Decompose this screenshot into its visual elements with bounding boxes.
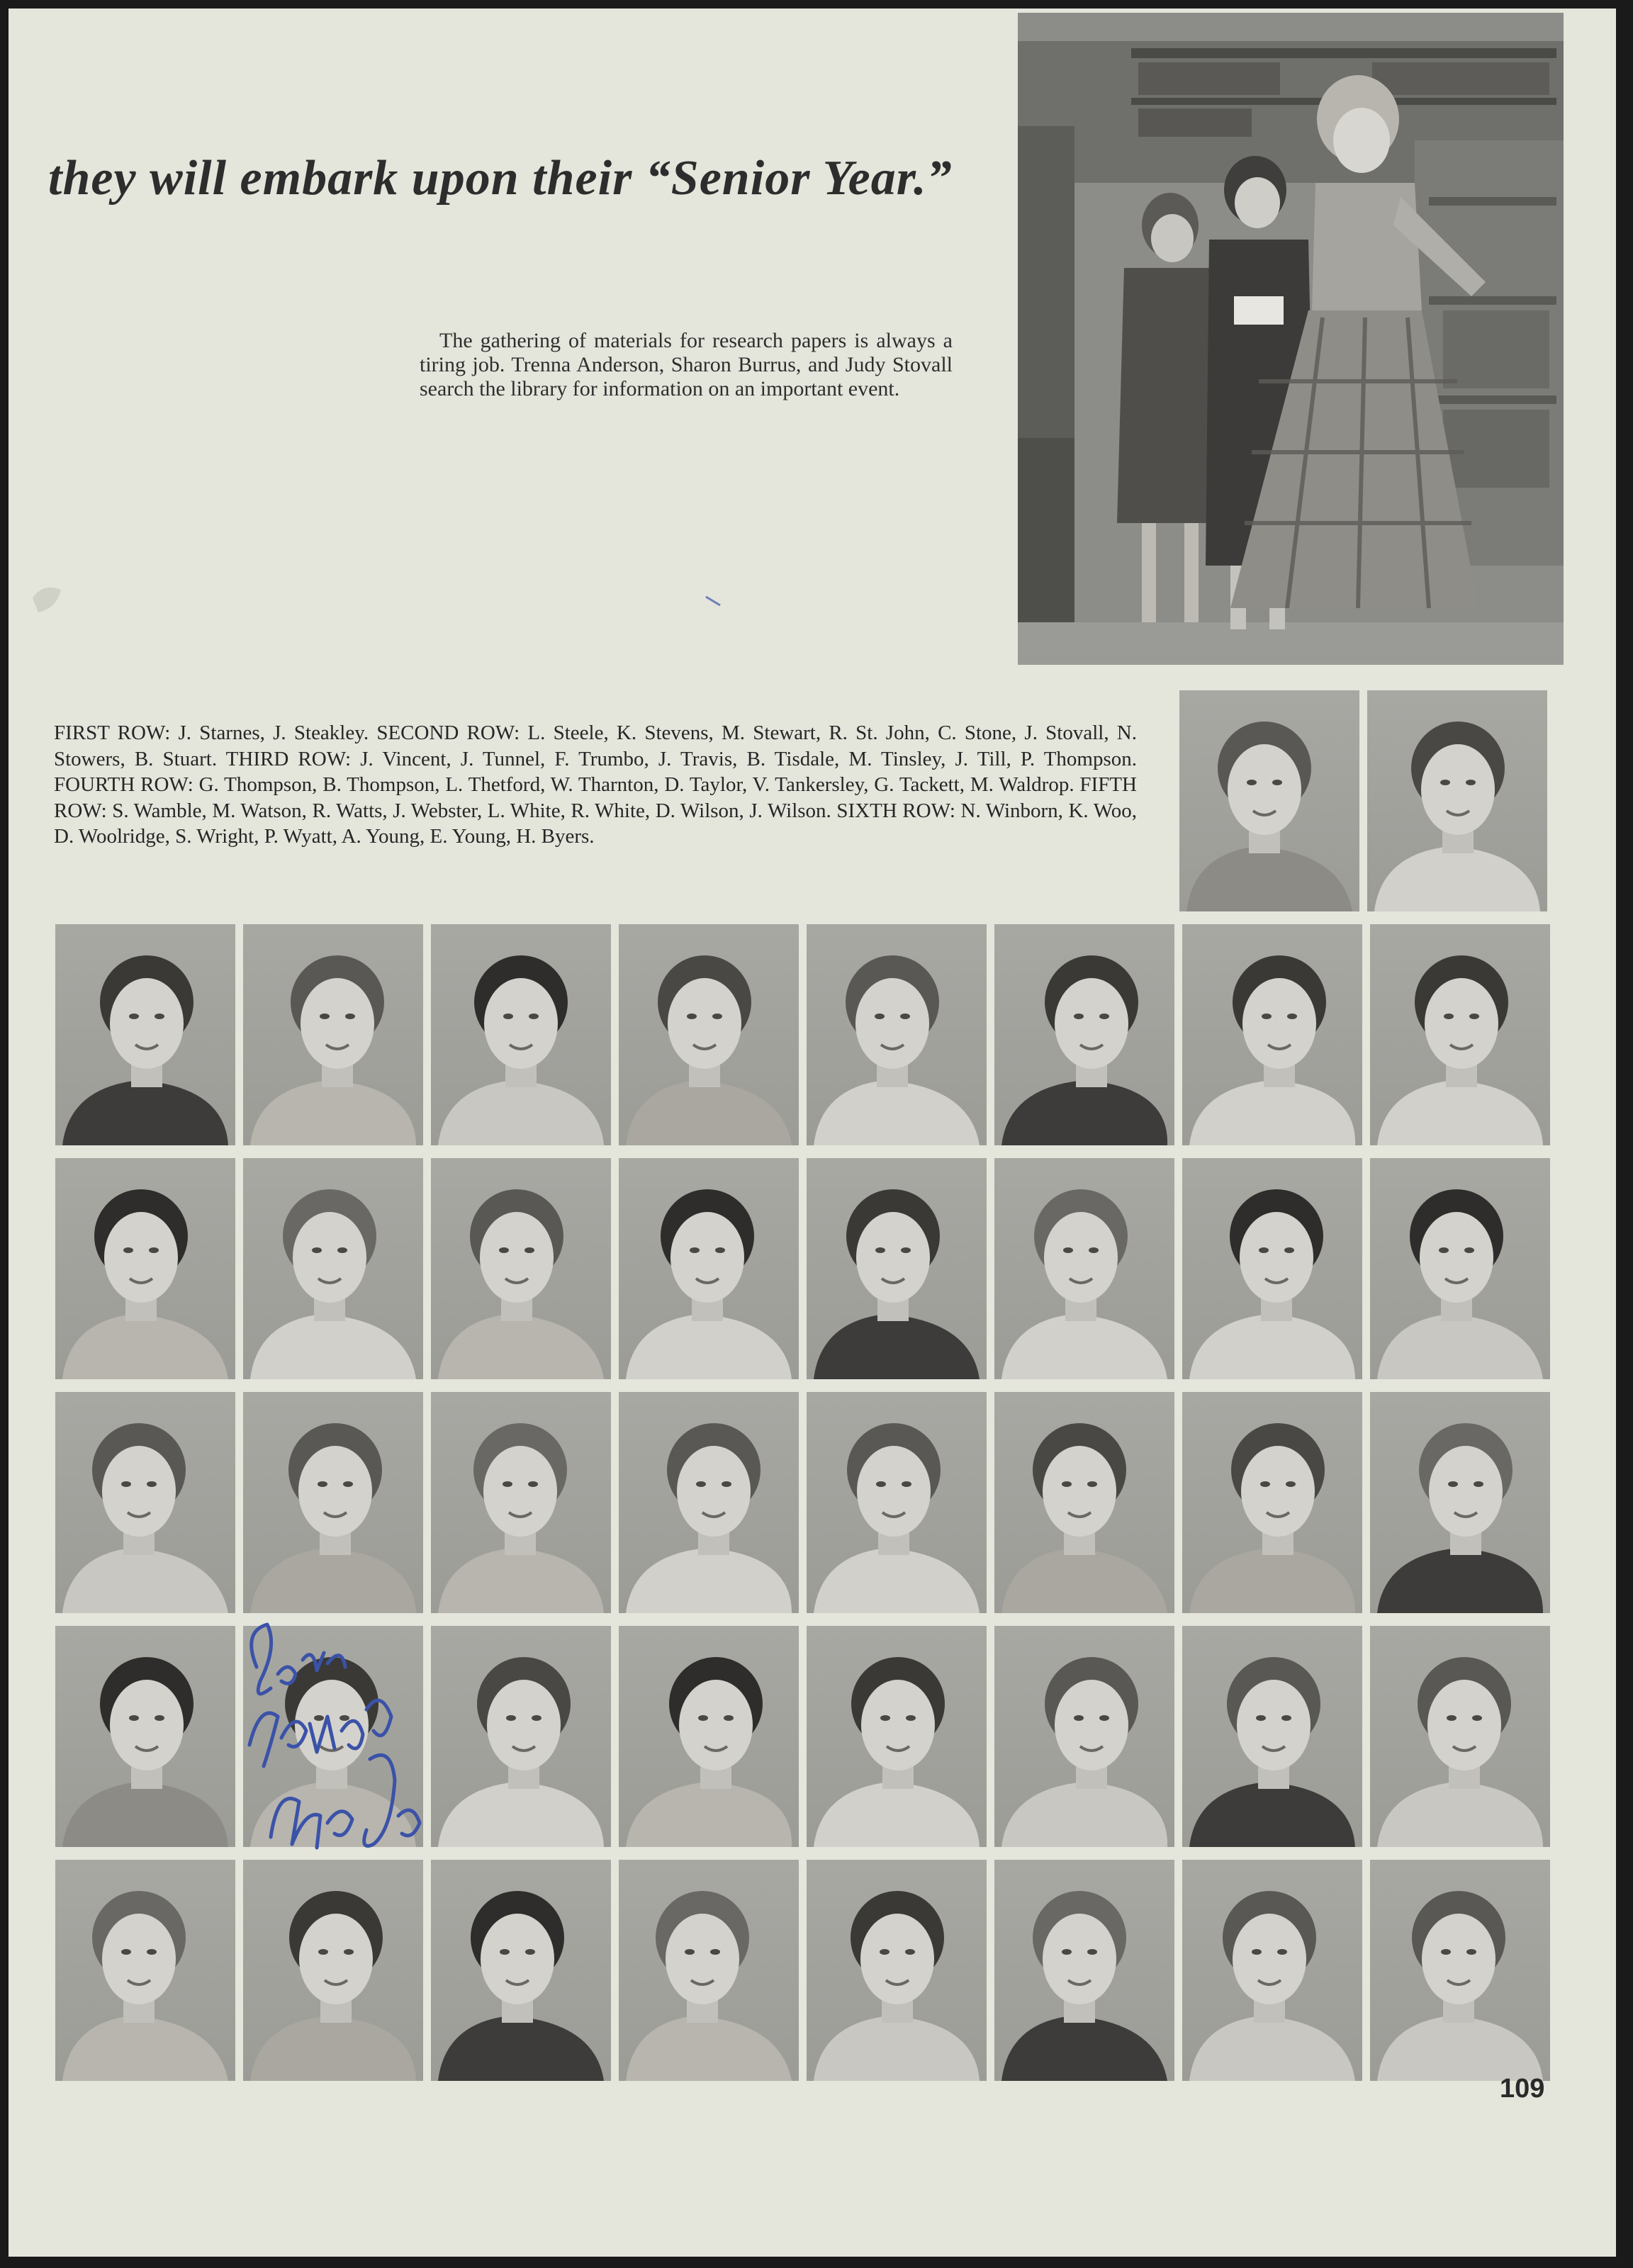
portrait-silhouette — [1370, 1392, 1550, 1613]
student-portrait — [619, 1626, 799, 1847]
student-portrait — [243, 1392, 423, 1613]
portrait-silhouette — [994, 1158, 1174, 1379]
portrait-silhouette — [807, 1860, 987, 2081]
portrait-silhouette — [1370, 1860, 1550, 2081]
library-photo — [1018, 13, 1564, 665]
student-portrait — [431, 1158, 611, 1379]
student-portrait — [1370, 1158, 1550, 1379]
portrait-silhouette — [619, 1860, 799, 2081]
student-portrait — [243, 1626, 423, 1847]
portrait-silhouette — [243, 924, 423, 1145]
portrait-silhouette — [55, 1626, 235, 1847]
student-portrait — [431, 1860, 611, 2081]
student-portrait — [994, 1392, 1174, 1613]
student-portrait — [619, 1860, 799, 2081]
student-portrait — [55, 1158, 235, 1379]
student-portrait — [55, 924, 235, 1145]
portrait-silhouette — [1370, 924, 1550, 1145]
student-portrait — [1182, 924, 1362, 1145]
portrait-silhouette — [619, 1626, 799, 1847]
portrait-silhouette — [431, 1158, 611, 1379]
yearbook-page — [9, 9, 1616, 2257]
portrait-silhouette — [243, 1860, 423, 2081]
portrait-silhouette — [1179, 690, 1359, 911]
student-portrait — [431, 1626, 611, 1847]
portrait-silhouette — [431, 924, 611, 1145]
portrait-silhouette — [994, 924, 1174, 1145]
portrait-silhouette — [619, 924, 799, 1145]
portrait-silhouette — [619, 1392, 799, 1613]
portrait-silhouette — [55, 1392, 235, 1613]
student-portrait — [1370, 924, 1550, 1145]
portrait-silhouette — [807, 1158, 987, 1379]
page-headline: they will embark upon their “Senior Year.” — [48, 151, 953, 206]
student-portrait — [994, 1860, 1174, 2081]
page-number: 109 — [1500, 2074, 1545, 2104]
portrait-silhouette — [1370, 1626, 1550, 1847]
portrait-silhouette — [55, 1158, 235, 1379]
portrait-silhouette — [55, 924, 235, 1145]
student-portrait — [243, 924, 423, 1145]
portrait-silhouette — [1182, 1860, 1362, 2081]
student-portrait — [807, 1626, 987, 1847]
student-portrait — [619, 1158, 799, 1379]
student-portrait — [807, 1158, 987, 1379]
portrait-silhouette — [1367, 690, 1547, 911]
student-portrait — [1182, 1860, 1362, 2081]
portrait-silhouette — [243, 1158, 423, 1379]
paper-smudge — [28, 580, 65, 617]
student-portrait — [1370, 1392, 1550, 1613]
student-portrait — [55, 1860, 235, 2081]
portrait-silhouette — [243, 1626, 423, 1847]
student-portrait — [807, 924, 987, 1145]
student-portrait — [431, 1392, 611, 1613]
portrait-silhouette — [994, 1626, 1174, 1847]
portrait-silhouette — [55, 1860, 235, 2081]
photo-caption: The gathering of materials for research papers is always a tiring job. Trenna Anderson, Sharon Burrus, and Judy Stovall search the library for information on an important event. — [420, 329, 953, 400]
student-portrait — [1182, 1158, 1362, 1379]
portrait-silhouette — [994, 1860, 1174, 2081]
portrait-silhouette — [431, 1860, 611, 2081]
student-portrait — [807, 1860, 987, 2081]
student-portrait — [1179, 690, 1359, 911]
portrait-silhouette — [243, 1392, 423, 1613]
student-portrait — [994, 924, 1174, 1145]
student-portrait — [994, 1626, 1174, 1847]
student-portrait — [994, 1158, 1174, 1379]
class-roster-caption: FIRST ROW: J. Starnes, J. Steakley. SECOND ROW: L. Steele, K. Stevens, M. Stewart, R. St. John, C. Stone, J. Stovall, N. Stowers, B. Stuart. THIRD ROW: J. Vincent, J. Tunnel, F. Trumbo, J. Travis, B. Tisdale, M. Tinsley, J. Till, P. Thompson. FOURTH ROW: G. Thompson, B. Thompson, L. Thetford, W. Tharnton, D. Taylor, V. Tankersley, G. Tackett, M. Waldrop. FIFTH ROW: S. Wamble, M. Watson, R. Watts, J. Webster, L. White, R. White, D. Wilson, J. Wilson. SIXTH ROW: N. Winborn, K. Woo, D. Woolridge, S. Wright, P. Wyatt, A. Young, E. Young, H. Byers. — [54, 722, 1137, 848]
portrait-silhouette — [1182, 1392, 1362, 1613]
portrait-silhouette — [431, 1626, 611, 1847]
student-portrait — [1182, 1392, 1362, 1613]
student-portrait — [55, 1392, 235, 1613]
student-portrait — [1367, 690, 1547, 911]
portrait-silhouette — [807, 1392, 987, 1613]
portrait-silhouette — [1182, 1158, 1362, 1379]
portrait-silhouette — [431, 1392, 611, 1613]
student-portrait — [619, 924, 799, 1145]
portrait-silhouette — [1182, 1626, 1362, 1847]
student-portrait — [807, 1392, 987, 1613]
student-portrait — [1182, 1626, 1362, 1847]
student-portrait — [1370, 1860, 1550, 2081]
student-portrait — [243, 1860, 423, 2081]
pen-mark — [703, 594, 724, 608]
library-scene-illustration — [1018, 13, 1564, 665]
portrait-silhouette — [619, 1158, 799, 1379]
student-portrait — [55, 1626, 235, 1847]
portrait-silhouette — [1182, 924, 1362, 1145]
student-portrait — [431, 924, 611, 1145]
portrait-silhouette — [807, 1626, 987, 1847]
portrait-silhouette — [1370, 1158, 1550, 1379]
student-portrait — [243, 1158, 423, 1379]
portrait-silhouette — [807, 924, 987, 1145]
student-portrait — [1370, 1626, 1550, 1847]
portrait-silhouette — [994, 1392, 1174, 1613]
student-portrait — [619, 1392, 799, 1613]
